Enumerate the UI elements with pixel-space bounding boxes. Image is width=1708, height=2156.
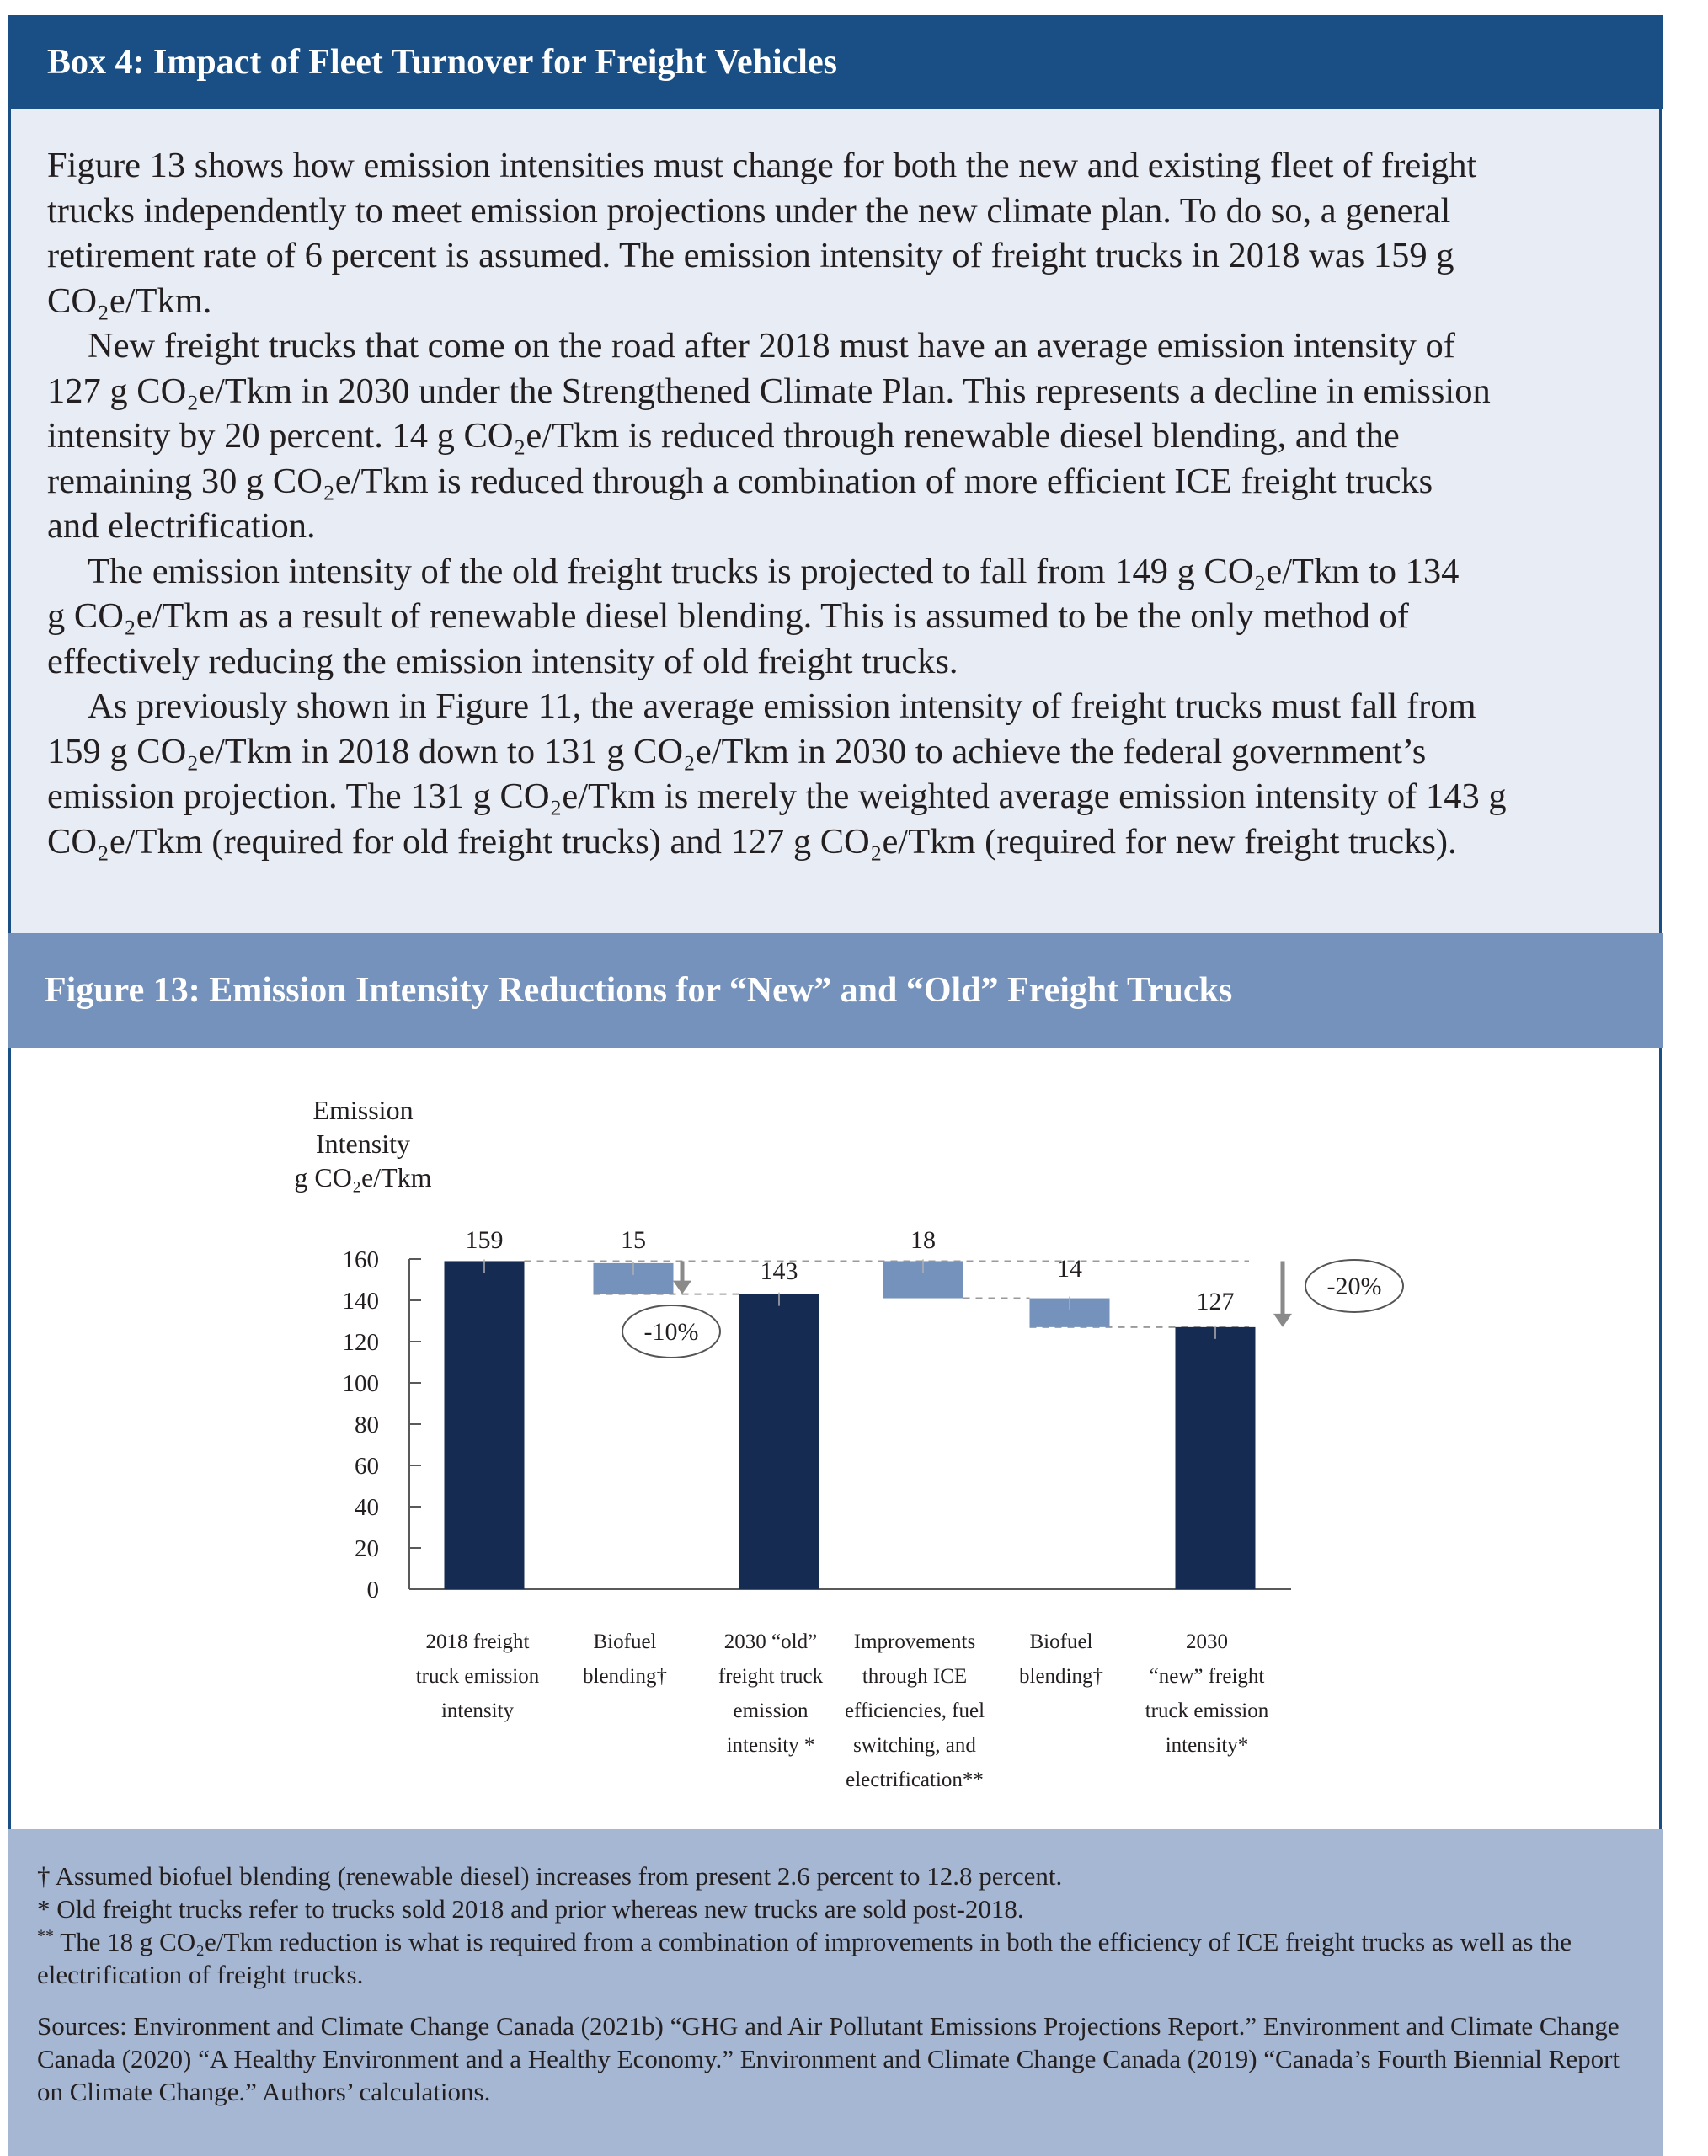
y-tick-label: 140 bbox=[342, 1288, 379, 1315]
category-label: truck emission bbox=[415, 1665, 540, 1688]
notes bbox=[8, 1829, 1663, 2156]
y-tick-label: 0 bbox=[366, 1577, 379, 1604]
text-line: g CO₂e/Tkm as a result of renewable diesel blending. This is assumed to be the only method of bbox=[47, 596, 1409, 636]
data-label: 159 bbox=[465, 1226, 504, 1254]
footnote-mark: * bbox=[37, 1894, 51, 1924]
paragraph-3 bbox=[47, 549, 1625, 685]
paragraph-1 bbox=[47, 143, 1625, 323]
category-label: efficiencies, fuel bbox=[844, 1700, 985, 1722]
category-label: Biofuel bbox=[593, 1630, 657, 1653]
paragraph-2 bbox=[47, 323, 1625, 549]
footnote-double-asterisk bbox=[37, 1925, 1663, 1991]
y-tick-label: 80 bbox=[355, 1412, 379, 1438]
waterfall-chart bbox=[11, 1048, 1664, 1829]
annotation-minus-10-label: -10% bbox=[643, 1318, 699, 1346]
y-axis-title-line: g CO₂e/Tkm bbox=[294, 1162, 432, 1193]
total-bar bbox=[739, 1294, 819, 1589]
category-label: 2030 “old” bbox=[723, 1630, 818, 1653]
category-label: “new” freight bbox=[1149, 1665, 1265, 1688]
category-label: freight truck bbox=[718, 1665, 824, 1688]
text-line: 159 g CO₂e/Tkm in 2018 down to 131 g CO₂e/Tkm in 2030 to achieve the federal government’s bbox=[47, 731, 1427, 771]
text-line: Figure 13 shows how emission intensities must change for both the new and existing fleet of freight bbox=[47, 146, 1477, 185]
category-label: switching, and bbox=[853, 1734, 976, 1757]
category-label: emission bbox=[733, 1700, 809, 1722]
text-line: 127 g CO₂e/Tkm in 2030 under the Strengthened Climate Plan. This represents a decline in emission bbox=[47, 371, 1491, 411]
box-title: Box 4: Impact of Fleet Turnover for Freight Vehicles bbox=[8, 15, 1663, 109]
footnote-mark: † bbox=[37, 1861, 51, 1891]
footnote-dagger bbox=[37, 1860, 1663, 1892]
data-label: 14 bbox=[1057, 1255, 1082, 1283]
category-label: through ICE bbox=[862, 1665, 968, 1688]
footnote-asterisk bbox=[37, 1892, 1663, 1925]
y-tick-label: 100 bbox=[342, 1370, 379, 1397]
category-label: 2018 freight bbox=[425, 1630, 530, 1653]
box-body bbox=[8, 109, 1662, 933]
y-tick-label: 20 bbox=[355, 1535, 379, 1562]
y-tick-label: 40 bbox=[355, 1494, 379, 1521]
category-label: truck emission bbox=[1145, 1700, 1269, 1722]
y-tick-label: 120 bbox=[342, 1329, 379, 1356]
annotation-minus-20-label: -20% bbox=[1326, 1273, 1382, 1300]
arrow-old-head bbox=[673, 1281, 691, 1294]
data-label: 15 bbox=[621, 1226, 646, 1254]
text-line: CO₂e/Tkm. bbox=[47, 280, 212, 321]
category-label: blending† bbox=[1019, 1665, 1103, 1688]
text-line: CO₂e/Tkm (required for old freight trucks) and 127 g CO₂e/Tkm (required for new freight trucks). bbox=[47, 821, 1457, 862]
text-line: and electrification. bbox=[47, 506, 316, 546]
sources: Sources: Environment and Climate Change Canada (2021b) “GHG and Air Pollutant Emissions Projections Report.” Environment and Climate Change Canada (2020) “A Healthy Environment and a Healthy Economy.” Environment and Climate Change Canada (2019) “Canada’s Fourth Biennial Report on Climate Change.” Authors’ calculations. bbox=[37, 2011, 1620, 2106]
y-axis-title-line: Emission bbox=[312, 1095, 414, 1125]
text-line: intensity by 20 percent. 14 g CO₂e/Tkm is reduced through renewable diesel blending, and the bbox=[47, 416, 1400, 456]
footnote-mark: ** bbox=[37, 1926, 54, 1945]
data-label: 127 bbox=[1196, 1288, 1235, 1315]
text-line: emission projection. The 131 g CO₂e/Tkm is merely the weighted average emission intensity of 143 g bbox=[47, 776, 1507, 816]
figure-title: Figure 13: Emission Intensity Reductions for “New” and “Old” Freight Trucks bbox=[8, 933, 1663, 1048]
total-bar bbox=[1176, 1327, 1256, 1589]
y-tick-label: 160 bbox=[342, 1246, 379, 1273]
chart-area bbox=[8, 1048, 1662, 1829]
category-label: Biofuel bbox=[1029, 1630, 1093, 1653]
category-label: electrification** bbox=[846, 1769, 984, 1791]
footnote-text: Old freight trucks refer to trucks sold 2018 and prior whereas new trucks are sold post-2018. bbox=[50, 1894, 1024, 1924]
text-line: remaining 30 g CO₂e/Tkm is reduced through a combination of more efficient ICE freight trucks bbox=[47, 461, 1433, 501]
text-line: retirement rate of 6 percent is assumed. The emission intensity of freight trucks in 2018 was 159 g bbox=[47, 236, 1454, 275]
text-line: The emission intensity of the old freight trucks is projected to fall from 149 g CO₂e/Tkm to 134 bbox=[88, 551, 1460, 591]
y-tick-label: 60 bbox=[355, 1453, 379, 1480]
total-bar bbox=[445, 1261, 525, 1589]
text-line: As previously shown in Figure 11, the average emission intensity of freight trucks must fall from bbox=[88, 686, 1476, 726]
footnote-text: Assumed biofuel blending (renewable diesel) increases from present 2.6 percent to 12.8 percent. bbox=[50, 1861, 1063, 1891]
text-line: effectively reducing the emission intensity of old freight trucks. bbox=[47, 641, 958, 681]
footnote-text: The 18 g CO₂e/Tkm reduction is what is required from a combination of improvements in both the efficiency of ICE freight trucks as well as the electrification of freight trucks. bbox=[37, 1927, 1572, 1989]
category-label: blending† bbox=[583, 1665, 667, 1688]
paragraph-4 bbox=[47, 684, 1625, 864]
category-label: intensity* bbox=[1165, 1734, 1249, 1757]
data-label: 143 bbox=[760, 1257, 798, 1285]
category-label: intensity bbox=[440, 1700, 515, 1722]
text-line: New freight trucks that come on the road after 2018 must have an average emission intensity of bbox=[88, 326, 1455, 366]
category-label: 2030 bbox=[1186, 1630, 1228, 1653]
category-label: intensity * bbox=[726, 1734, 815, 1757]
category-label: Improvements bbox=[853, 1630, 976, 1653]
text-line: trucks independently to meet emission projections under the new climate plan. To do so, a general bbox=[47, 190, 1451, 231]
y-axis-title-line: Intensity bbox=[316, 1129, 410, 1159]
arrow-new-head bbox=[1273, 1314, 1292, 1327]
data-label: 18 bbox=[910, 1226, 936, 1254]
